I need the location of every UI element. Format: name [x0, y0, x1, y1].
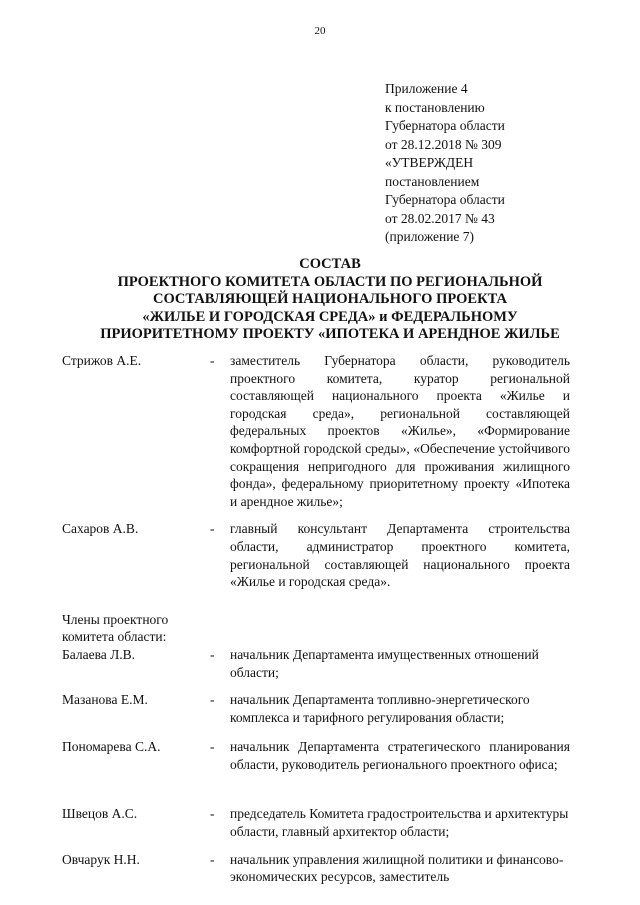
dash-separator: -	[210, 353, 215, 368]
appendix-line: (приложение 7)	[385, 229, 475, 244]
document-title	[40, 256, 620, 344]
appendix-line: Губернатора области	[385, 192, 505, 207]
appendix-line: от 28.02.2017 № 43	[385, 210, 495, 226]
appendix-line: «УТВЕРЖДЕН	[385, 155, 474, 170]
member-name: Сахаров А.В.	[62, 521, 139, 537]
member-role: начальник Департамента стратегического планирования области, руководитель регионального проектного офиса;	[230, 739, 570, 772]
member-row	[62, 851, 582, 886]
member-role: начальник Департамента имущественных отношений области;	[230, 646, 539, 680]
dash-separator: -	[210, 521, 215, 537]
member-row	[62, 805, 582, 840]
dash-separator: -	[210, 739, 215, 755]
title-line: «ЖИЛЬЕ И ГОРОДСКАЯ СРЕДА» и ФЕДЕРАЛЬНОМУ	[142, 308, 518, 325]
member-name: Швецов А.С.	[62, 806, 138, 822]
member-role: председатель Комитета градостроительства и архитектуры области, главный архитектор области;	[230, 806, 569, 840]
member-name: Пономарева С.А.	[62, 739, 161, 755]
title-line: СОСТАВЛЯЮЩЕЙ НАЦИОНАЛЬНОГО ПРОЕКТА	[152, 291, 508, 307]
dash-separator: -	[210, 851, 215, 867]
member-role: начальник управления жилищной политики и финансово-экономических ресурсов, заместитель	[230, 851, 564, 885]
dash-separator: -	[210, 806, 215, 822]
appendix-line: Приложение 4	[385, 81, 468, 96]
dash-separator: -	[210, 646, 215, 662]
title-line: СОСТАВ	[299, 256, 361, 272]
appendix-line: к постановлению	[385, 99, 485, 115]
member-row	[62, 738, 582, 773]
appendix-line: Губернатора области	[385, 118, 505, 133]
member-name: Мазанова Е.М.	[62, 692, 148, 708]
member-role: начальник Департамента топливно-энергетического комплекса и тарифного регулирования области;	[230, 692, 530, 725]
leader-row	[62, 352, 582, 510]
members-label: Члены проектного комитета области:	[62, 611, 169, 645]
appendix-line: от 28.12.2018 № 309	[385, 136, 502, 152]
title-line: ПРОЕКТНОГО КОМИТЕТА ОБЛАСТИ ПО РЕГИОНАЛЬНОЙ	[117, 273, 543, 290]
page-number: 20	[314, 25, 326, 37]
appendix-block	[385, 80, 625, 247]
member-role: заместитель Губернатора области, руководитель проектного комитета, куратор региональной составляющей национального проекта «Жилье и городская среда», региональной составляющей федеральных проектов «Жилье», «Формирование комфортной городской среды», «Обеспечение устойчивого сокращения непригодного для проживания жилищного фонда», федеральному приоритетному проекту «Ипотека и арендное жилье»;	[230, 353, 570, 509]
title-line: ПРИОРИТЕТНОМУ ПРОЕКТУ «ИПОТЕКА И АРЕНДНОЕ ЖИЛЬЕ	[100, 326, 560, 342]
member-name: Стрижов А.Е.	[62, 353, 142, 368]
member-name: Овчарук Н.Н.	[62, 851, 140, 867]
member-row	[62, 691, 582, 726]
committee-list	[62, 352, 582, 886]
member-row	[62, 646, 582, 681]
leader-row	[62, 520, 582, 590]
appendix-line: постановлением	[385, 173, 480, 189]
member-name: Балаева Л.В.	[62, 646, 136, 662]
member-role: главный консультант Департамента строительства области, администратор проектного комитета, региональной составляющей национального проекта «Жилье и городская среда».	[230, 521, 570, 590]
dash-separator: -	[210, 692, 215, 708]
